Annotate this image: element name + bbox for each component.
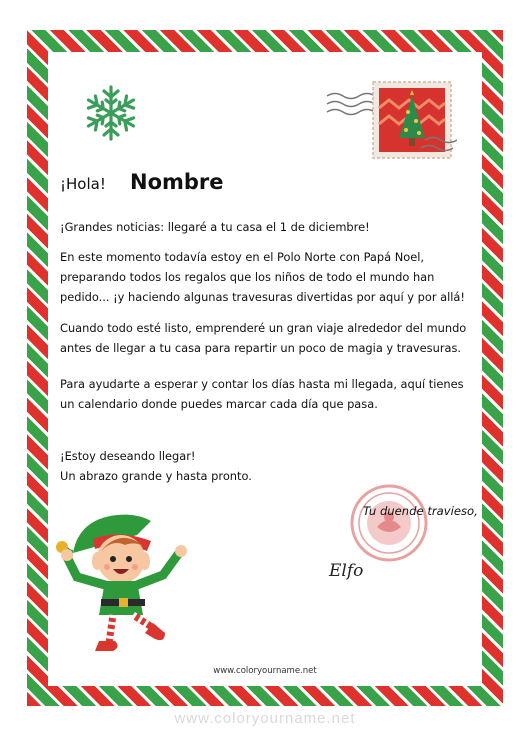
closing-block [60, 446, 480, 486]
elf-illustration [55, 495, 215, 655]
name-placeholder: Nombre [130, 170, 224, 194]
footer-site-inner: www.coloryourname.net [213, 666, 317, 676]
closing-line-1: ¡Estoy deseando llegar! [60, 449, 196, 463]
signature: Elfo [329, 561, 364, 581]
paragraph-news: ¡Grandes noticias: llegaré a tu casa el 1 de diciembre! [60, 220, 370, 234]
closing-line-2: Un abrazo grande y hasta pronto. [60, 469, 252, 483]
christmas-tree-stamp [325, 78, 457, 160]
elf-delivery-seal [349, 483, 429, 563]
signoff-text: Tu duende travieso, [363, 504, 478, 518]
paragraph-calendar: Para ayudarte a esperar y contar los días hasta mi llegada, aquí tienes un calendario donde puedes marcar cada día que pasa. [60, 377, 464, 411]
paragraph-journey: Cuando todo esté listo, emprenderé un gran viaje alrededor del mundo antes de llegar a tu casa para repartir un poco de magia y travesuras. [60, 321, 467, 355]
greeting-text: ¡Hola! [60, 175, 106, 193]
footer-site-outer: www.coloryourname.net [174, 710, 356, 727]
snowflake-icon [80, 82, 142, 144]
paragraph-north-pole: En este momento todavía estoy en el Polo Norte con Papá Noel, preparando todos los regalos que los niños de todo el mundo han pedido... ¡y haciendo algunas travesuras divertidas por aquí y por allá! [60, 250, 465, 304]
